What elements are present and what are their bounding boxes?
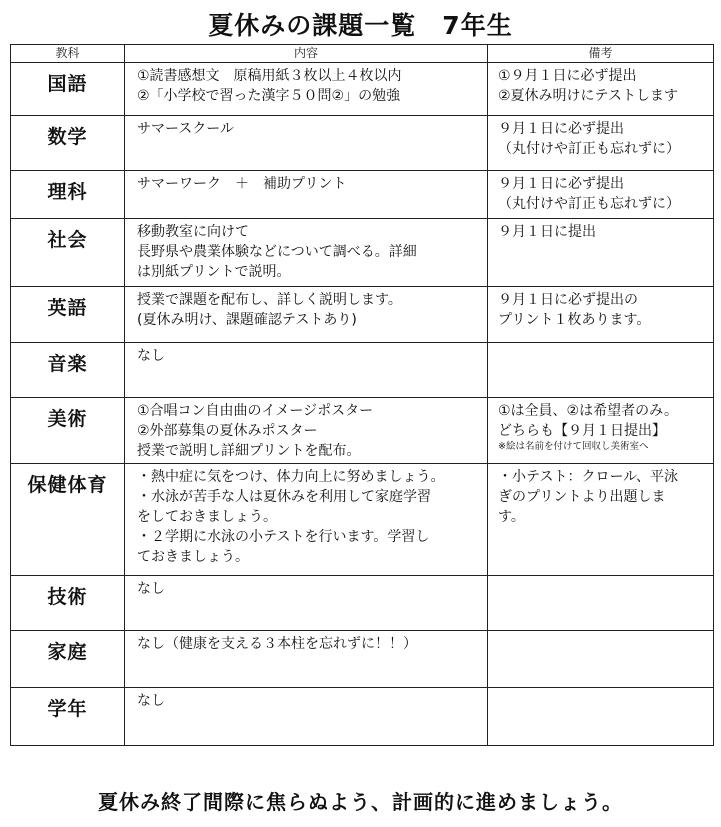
subject-cell: 理科 <box>11 171 125 219</box>
subject-cell: 音楽 <box>11 343 125 398</box>
content-line: 授業で課題を配布し、詳しく説明します。 <box>137 292 402 308</box>
note-line: ②夏休み明けにテストします <box>498 88 678 104</box>
content-line: なし <box>137 693 165 709</box>
table-header-row <box>11 45 714 63</box>
content-cell <box>125 343 488 398</box>
table-row <box>11 464 714 576</box>
table-row <box>11 116 714 171</box>
content-cell <box>125 63 488 116</box>
subject-cell: 保健体育 <box>11 464 125 576</box>
content-cell <box>125 576 488 631</box>
note-small-line: ※絵は名前を付けて回収し美術室へ <box>498 441 649 452</box>
content-cell <box>125 398 488 464</box>
table-row <box>11 343 714 398</box>
assignment-table <box>10 44 714 746</box>
note-line: プリント１枚あります。 <box>498 312 651 328</box>
subject-cell: 技術 <box>11 576 125 631</box>
table-row <box>11 576 714 631</box>
content-cell <box>125 631 488 688</box>
content-line: (夏休み明け、課題確認テストあり) <box>137 312 357 328</box>
content-line: なし <box>137 348 165 364</box>
subject-cell: 数学 <box>11 116 125 171</box>
note-cell <box>488 398 714 464</box>
content-line: をしておきましょう。 <box>137 509 277 525</box>
content-line: 移動教室に向けて <box>137 224 249 240</box>
note-line: （丸付けや訂正も忘れずに） <box>498 196 680 212</box>
content-line: なし <box>137 581 165 597</box>
content-cell <box>125 219 488 287</box>
note-line: ９月１日に必ず提出の <box>498 292 638 308</box>
note-cell <box>488 63 714 116</box>
note-cell <box>488 464 714 576</box>
content-line: ・熱中症に気をつけ、体力向上に努めましょう。 <box>137 469 445 485</box>
note-cell <box>488 219 714 287</box>
subject-cell: 国語 <box>11 63 125 116</box>
note-cell <box>488 688 714 746</box>
subject-cell: 学年 <box>11 688 125 746</box>
table-row <box>11 688 714 746</box>
content-line: ①読書感想文 原稿用紙３枚以上４枚以内 <box>137 68 402 84</box>
note-line: ・小テスト：クロール、平泳 <box>498 469 679 485</box>
note-line: ９月１日に必ず提出 <box>498 121 624 137</box>
note-line: （丸付けや訂正も忘れずに） <box>498 141 680 157</box>
content-line: ②「小学校で習った漢字５０問②」の勉強 <box>137 88 401 104</box>
content-line: 授業で説明し詳細プリントを配布。 <box>137 443 361 459</box>
table-row <box>11 287 714 343</box>
content-line: 長野県や農業体験などについて調べる。詳細 <box>137 244 417 260</box>
content-line: ・２学期に水泳の小テストを行います。学習し <box>137 529 430 545</box>
header-content: 内容 <box>125 45 488 63</box>
subject-cell: 美術 <box>11 398 125 464</box>
note-cell <box>488 116 714 171</box>
note-line: ９月１日に提出 <box>498 224 596 240</box>
note-cell <box>488 631 714 688</box>
page-title: 夏休みの課題一覧 7年生 <box>208 11 513 40</box>
header-note: 備考 <box>488 45 714 63</box>
table-row <box>11 171 714 219</box>
footer-message: 夏休み終了間際に焦らぬよう、計画的に進めましょう。 <box>98 790 623 814</box>
content-cell <box>125 171 488 219</box>
content-line: ・水泳が苦手な人は夏休みを利用して家庭学習 <box>137 489 431 505</box>
note-cell <box>488 171 714 219</box>
content-cell <box>125 116 488 171</box>
note-cell <box>488 576 714 631</box>
note-line: ①９月１日に必ず提出 <box>498 68 637 84</box>
content-line: なし（健康を支える３本柱を忘れずに！！） <box>137 636 417 652</box>
table-row <box>11 63 714 116</box>
table-body <box>11 63 714 746</box>
table-row <box>11 398 714 464</box>
content-line: は別紙プリントで説明。 <box>137 264 291 280</box>
note-cell <box>488 343 714 398</box>
content-cell <box>125 464 488 576</box>
content-line: ②外部募集の夏休みポスター <box>137 423 318 439</box>
content-line: ①合唱コン自由曲のイメージポスター <box>137 403 374 419</box>
note-line: ①は全員、②は希望者のみ。 <box>498 403 678 419</box>
header-subject: 教科 <box>11 45 125 63</box>
content-line: サマーワーク ＋ 補助プリント <box>137 176 347 192</box>
table-row <box>11 631 714 688</box>
note-line: どちらも【９月１日提出】 <box>498 423 666 439</box>
content-line: ておきましょう。 <box>137 549 249 565</box>
table-row <box>11 219 714 287</box>
content-line: サマースクール <box>137 121 235 137</box>
note-line: ９月１日に必ず提出 <box>498 176 624 192</box>
note-cell <box>488 287 714 343</box>
content-cell <box>125 287 488 343</box>
subject-cell: 社会 <box>11 219 125 287</box>
note-line: す。 <box>498 509 525 525</box>
subject-cell: 家庭 <box>11 631 125 688</box>
note-line: ぎのプリントより出題しま <box>498 489 666 505</box>
content-cell <box>125 688 488 746</box>
subject-cell: 英語 <box>11 287 125 343</box>
